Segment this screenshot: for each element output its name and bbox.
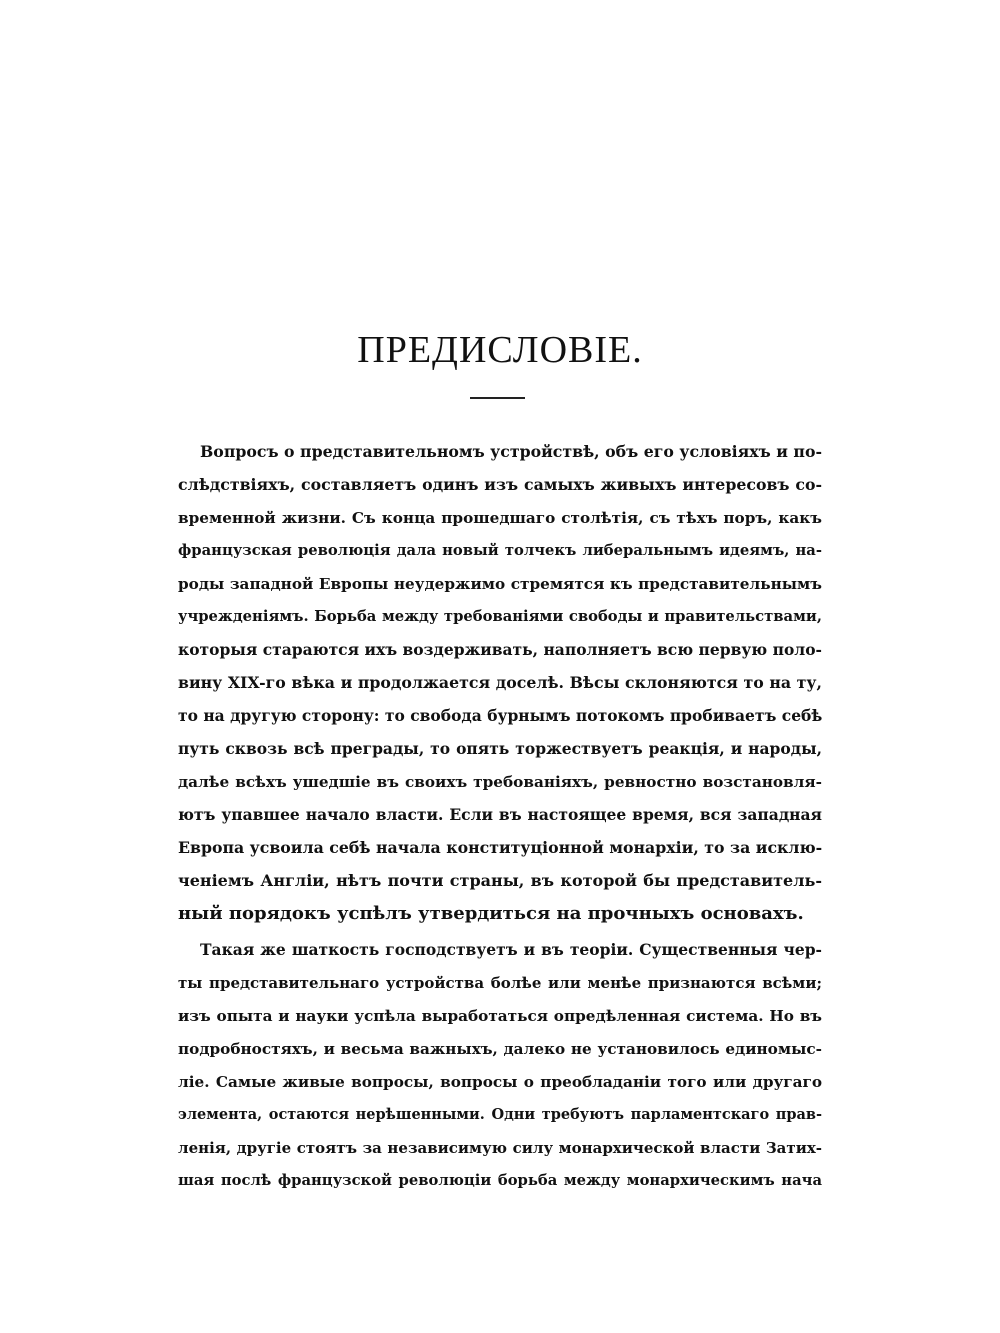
- paragraph-1-line: слѣдствіяхъ, составляетъ одинъ изъ самыхъ живыхъ интересовъ со-: [178, 475, 822, 494]
- paragraph-2-line: ты представительнаго устройства болѣе или менѣе признаются всѣми;: [178, 974, 822, 992]
- paragraph-1-line: французская революція дала новый толчекъ либеральнымъ идеямъ, на-: [178, 542, 822, 559]
- paragraph-1-line: путь сквозь всѣ преграды, то опять торжествуетъ реакція, и народы,: [178, 739, 822, 758]
- paragraph-1-line: ный порядокъ успѣлъ утвердиться на прочныхъ основахъ.: [178, 903, 804, 924]
- paragraph-2-line: Такая же шаткость господствуетъ и въ теоріи. Существенныя чер-: [200, 940, 822, 959]
- paragraph-2-line: изъ опыта и науки успѣла выработаться опредѣленная система. Но въ: [178, 1007, 822, 1025]
- paragraph-2-line: шая послѣ французской революціи борьба между монархическимъ нача: [178, 1172, 822, 1189]
- paragraph-1-line: ченіемъ Англіи, нѣтъ почти страны, въ которой бы представитель-: [178, 871, 822, 890]
- paragraph-1-line: временной жизни. Съ конца прошедшаго столѣтія, съ тѣхъ поръ, какъ: [178, 509, 822, 527]
- paragraph-1-line: учрежденіямъ. Борьба между требованіями свободы и правительствами,: [178, 608, 822, 625]
- paragraph-1-line: вину XIX-го вѣка и продолжается доселѣ. Вѣсы склоняются то на ту,: [178, 673, 822, 692]
- paragraph-1-line: роды западной Европы неудержимо стремятся къ представительнымъ: [178, 575, 822, 593]
- paragraph-2-line: элемента, остаются нерѣшенными. Одни требуютъ парламентскаго прав-: [178, 1106, 822, 1123]
- paragraph-1-line: Вопросъ о представительномъ устройствѣ, объ его условіяхъ и по-: [200, 442, 822, 461]
- title-divider: [470, 397, 525, 399]
- paragraph-2-line: подробностяхъ, и весьма важныхъ, далеко не установилось единомыс-: [178, 1040, 822, 1058]
- page-title: ПРЕДИСЛОВІЕ.: [357, 329, 643, 371]
- paragraph-1-line: Европа усвоила себѣ начала конституціонной монархіи, то за исклю-: [178, 838, 823, 857]
- paragraph-2-line: ліе. Самые живые вопросы, вопросы о преобладаніи того или другаго: [178, 1073, 822, 1091]
- paragraph-1-line: ютъ упавшее начало власти. Если въ настоящее время, вся западная: [178, 805, 822, 824]
- paragraph-1-line: которыя стараются ихъ воздерживать, наполняетъ всю первую поло-: [178, 640, 822, 659]
- paragraph-1-line: далѣе всѣхъ ушедшіе въ своихъ требованіяхъ, ревностно возстановля-: [178, 773, 822, 791]
- paragraph-1-line: то на другую сторону: то свобода бурнымъ потокомъ пробиваетъ себѣ: [178, 706, 823, 725]
- paragraph-2-line: ленія, другіе стоятъ за независимую силу монархической власти Затих-: [178, 1139, 822, 1157]
